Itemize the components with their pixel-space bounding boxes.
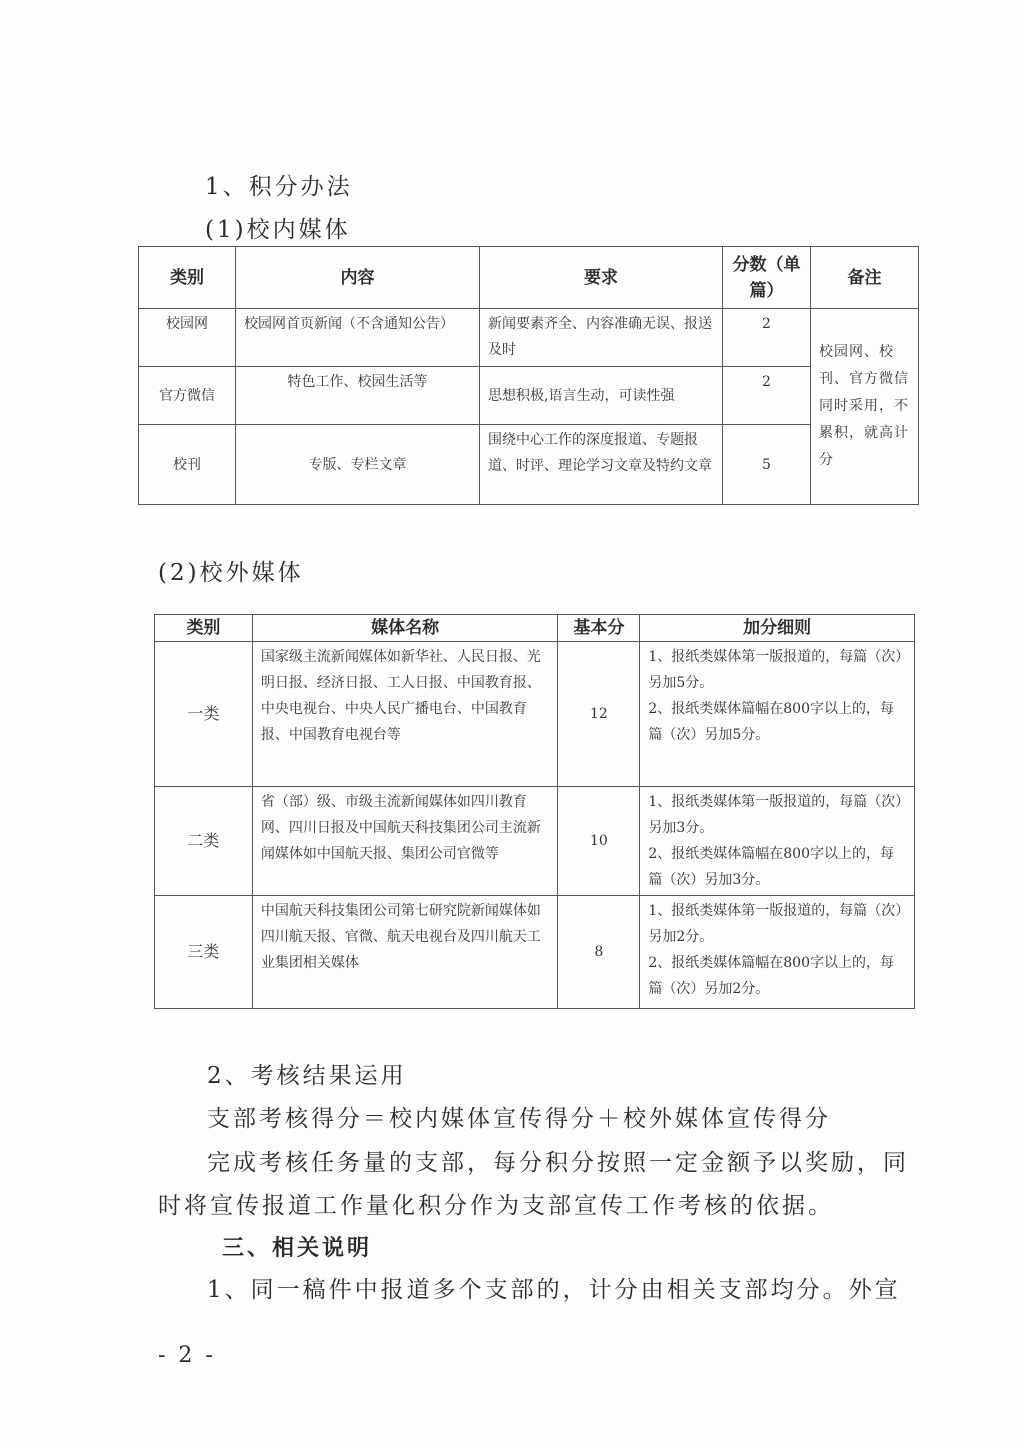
bonus-rule: 1、报纸类媒体第一版报道的，每篇（次）另加5分。 — [648, 649, 903, 691]
media-name: 国家级主流新闻媒体如新华社、人民日报、光明日报、经济日报、工人日报、中国教育报、中央电视台、中央人民广播电台、中国教育报、中国教育电视台等 — [252, 642, 558, 787]
note: 校园网、校刊、官方微信同时采用，不累积，就高计分 — [811, 309, 919, 505]
requirement: 思想积极,语言生动，可读性强 — [480, 367, 723, 425]
bonus-rule: 2、报纸类媒体篇幅在800字以上的，每篇（次）另加3分。 — [648, 846, 894, 888]
heading-external-media: (2)校外媒体 — [158, 560, 304, 586]
requirement: 围绕中心工作的深度报道、专题报道、时评、理论学习文章及特约文章 — [480, 425, 723, 505]
header-category: 类别 — [155, 615, 253, 642]
table-row — [139, 367, 919, 425]
table-row — [155, 642, 915, 787]
base-score: 10 — [558, 787, 640, 896]
header-media-name: 媒体名称 — [252, 615, 558, 642]
bonus-rule: 2、报纸类媒体篇幅在800字以上的，每篇（次）另加5分。 — [648, 701, 894, 743]
category: 三类 — [155, 896, 253, 1009]
table-row — [155, 787, 915, 896]
header-content: 内容 — [236, 247, 480, 309]
score: 5 — [723, 425, 811, 505]
bonus-rule: 1、报纸类媒体第一版报道的，每篇（次）另加2分。 — [648, 903, 903, 945]
paragraph-line: 时将宣传报道工作量化积分作为支部宣传工作考核的依据。 — [158, 1193, 834, 1219]
internal-media-table — [138, 246, 919, 505]
media-name: 中国航天科技集团公司第七研究院新闻媒体如四川航天报、官微、航天电视台及四川航天工业集团相关媒体 — [252, 896, 558, 1009]
base-score: 12 — [558, 642, 640, 787]
score: 2 — [723, 367, 811, 425]
paragraph-line: 完成考核任务量的支部，每分积分按照一定金额予以奖励，同 — [207, 1150, 909, 1176]
header-bonus-rules: 加分细则 — [640, 615, 915, 642]
table-row — [155, 896, 915, 1009]
header-score: 分数（单篇） — [723, 247, 811, 309]
category: 校刊 — [139, 425, 236, 505]
category: 官方微信 — [139, 367, 236, 425]
media-name: 省（部）级、市级主流新闻媒体如四川教育网、四川日报及中国航天科技集团公司主流新闻媒体如中国航天报、集团公司官微等 — [252, 787, 558, 896]
requirement: 新闻要素齐全、内容准确无误、报送及时 — [480, 309, 723, 367]
header-category: 类别 — [139, 247, 236, 309]
heading-scoring: 1、积分办法 — [205, 174, 353, 200]
header-note: 备注 — [811, 247, 919, 309]
bonus-rule: 2、报纸类媒体篇幅在800字以上的，每篇（次）另加2分。 — [648, 955, 894, 997]
category: 二类 — [155, 787, 253, 896]
external-media-table — [154, 614, 915, 1009]
category: 一类 — [155, 642, 253, 787]
section2-heading: 2、考核结果运用 — [207, 1063, 407, 1089]
bonus-rule: 1、报纸类媒体第一版报道的，每篇（次）另加3分。 — [648, 794, 903, 836]
table-row — [139, 425, 919, 505]
paragraph-line: 1、同一稿件中报道多个支部的，计分由相关支部均分。外宣 — [207, 1277, 901, 1303]
header-base-score: 基本分 — [558, 615, 640, 642]
category: 校园网 — [139, 309, 236, 367]
table-row — [139, 309, 919, 367]
page-number: - 2 - — [158, 1343, 216, 1368]
score: 2 — [723, 309, 811, 367]
header-requirement: 要求 — [480, 247, 723, 309]
content: 专版、专栏文章 — [236, 425, 480, 505]
content: 特色工作、校园生活等 — [236, 367, 480, 425]
heading-internal-media: (1)校内媒体 — [205, 217, 351, 243]
score-formula: 支部考核得分＝校内媒体宣传得分＋校外媒体宣传得分 — [207, 1106, 831, 1132]
content: 校园网首页新闻（不含通知公告） — [236, 309, 480, 367]
section3-heading: 三、相关说明 — [222, 1236, 373, 1261]
base-score: 8 — [558, 896, 640, 1009]
